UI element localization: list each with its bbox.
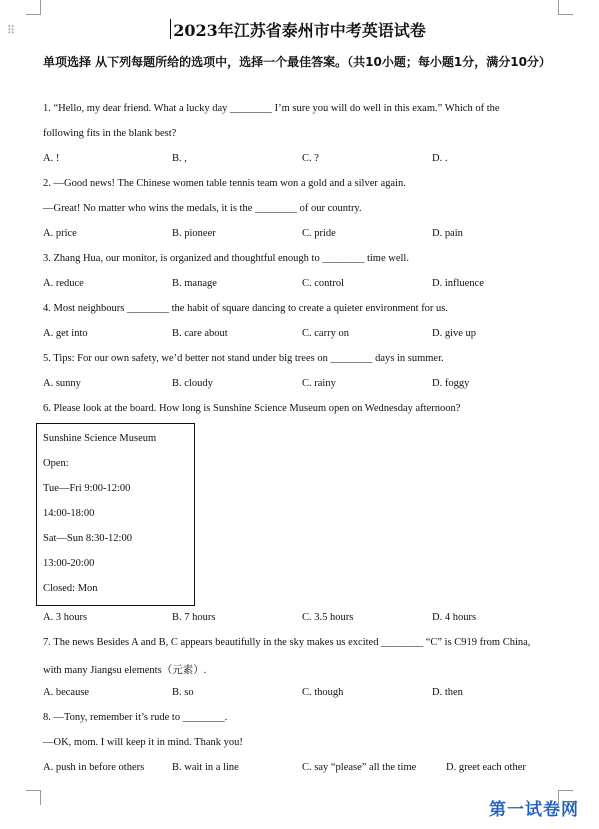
page-corner-mark [558,0,573,15]
question-4-option-b: B. care about [172,328,228,339]
question-2-option-c: C. pride [302,228,336,239]
document-title: 2023年江苏省泰州市中考英语试卷 [173,21,426,40]
question-2-line-1: 2. —Good news! The Chinese women table tennis team won a gold and a silver again. [43,178,406,189]
question-7-option-d: D. then [432,687,463,698]
question-8-line-2: —OK, mom. I will keep it in mind. Thank you! [43,737,243,748]
question-5-option-b: B. cloudy [172,378,213,389]
question-7-line-2: with many Jiangsu elements（元素）. [43,665,207,676]
question-1-line-2: following fits in the blank best? [43,128,177,139]
question-8-option-b: B. wait in a line [172,762,239,773]
question-2-option-d: D. pain [432,228,463,239]
question-8-line-1: 8. —Tony, remember it’s rude to ________. [43,712,228,723]
section-heading: 单项选择 从下列每题所给的选项中，选择一个最佳答案。（共10小题；每小题1分，满分10分） [43,55,551,69]
notice-line: 14:00-18:00 [43,508,95,519]
question-1-option-a: A. ! [43,153,60,164]
question-3-option-b: B. manage [172,278,217,289]
question-5-option-c: C. rainy [302,378,336,389]
question-5-option-a: A. sunny [43,378,81,389]
question-1-line-1: 1. “Hello, my dear friend. What a lucky day ________ I’m sure you will do well in this exam.” Which of the [43,103,500,114]
notice-line: Sat—Sun 8:30-12:00 [43,533,132,544]
museum-notice-board [36,423,195,606]
question-6-option-c: C. 3.5 hours [302,612,354,623]
question-6-option-b: B. 7 hours [172,612,216,623]
question-4-option-c: C. carry on [302,328,349,339]
question-6-line-1: 6. Please look at the board. How long is Sunshine Science Museum open on Wednesday afternoon? [43,403,461,414]
question-2-line-2: —Great! No matter who wins the medals, it is the ________ of our country. [43,203,362,214]
question-3-option-a: A. reduce [43,278,84,289]
question-8-option-c: C. say “please” all the time [302,762,417,773]
question-3-option-c: C. control [302,278,344,289]
question-2-option-b: B. pioneer [172,228,216,239]
notice-line: Tue—Fri 9:00-12:00 [43,483,131,494]
question-5-option-d: D. foggy [432,378,470,389]
question-7-option-b: B. so [172,687,194,698]
question-2-option-a: A. price [43,228,77,239]
question-7-option-a: A. because [43,687,90,698]
question-7-line-1: 7. The news Besides A and B, C appears beautifully in the sky makes us excited ________ “C” is C919 from China, [43,637,531,648]
page-corner-mark [26,790,41,805]
drag-handle-icon[interactable]: ⠿ [7,24,15,37]
question-8-option-d: D. greet each other [446,762,526,773]
question-4-option-a: A. get into [43,328,88,339]
question-5-line-1: 5. Tips: For our own safety, we’d better not stand under big trees on ________ days in summer. [43,353,444,364]
question-6-option-d: D. 4 hours [432,612,477,623]
question-6-option-a: A. 3 hours [43,612,88,623]
question-8-option-a: A. push in before others [43,762,145,773]
question-1-option-c: C. ? [302,153,319,164]
notice-line: Open: [43,458,69,469]
question-1-option-d: D. . [432,153,448,164]
question-3-option-d: D. influence [432,278,484,289]
notice-line: Sunshine Science Museum [43,433,157,444]
notice-line: 13:00-20:00 [43,558,95,569]
question-4-option-d: D. give up [432,328,477,339]
question-3-line-1: 3. Zhang Hua, our monitor, is organized and thoughtful enough to ________ time well. [43,253,409,264]
question-1-option-b: B. , [172,153,187,164]
notice-line: Closed: Mon [43,583,98,594]
site-watermark: 第一试卷网 [489,800,579,820]
question-4-line-1: 4. Most neighbours ________ the habit of square dancing to create a quieter environment for us. [43,303,449,314]
page-corner-mark [26,0,41,15]
question-7-option-c: C. though [302,687,344,698]
